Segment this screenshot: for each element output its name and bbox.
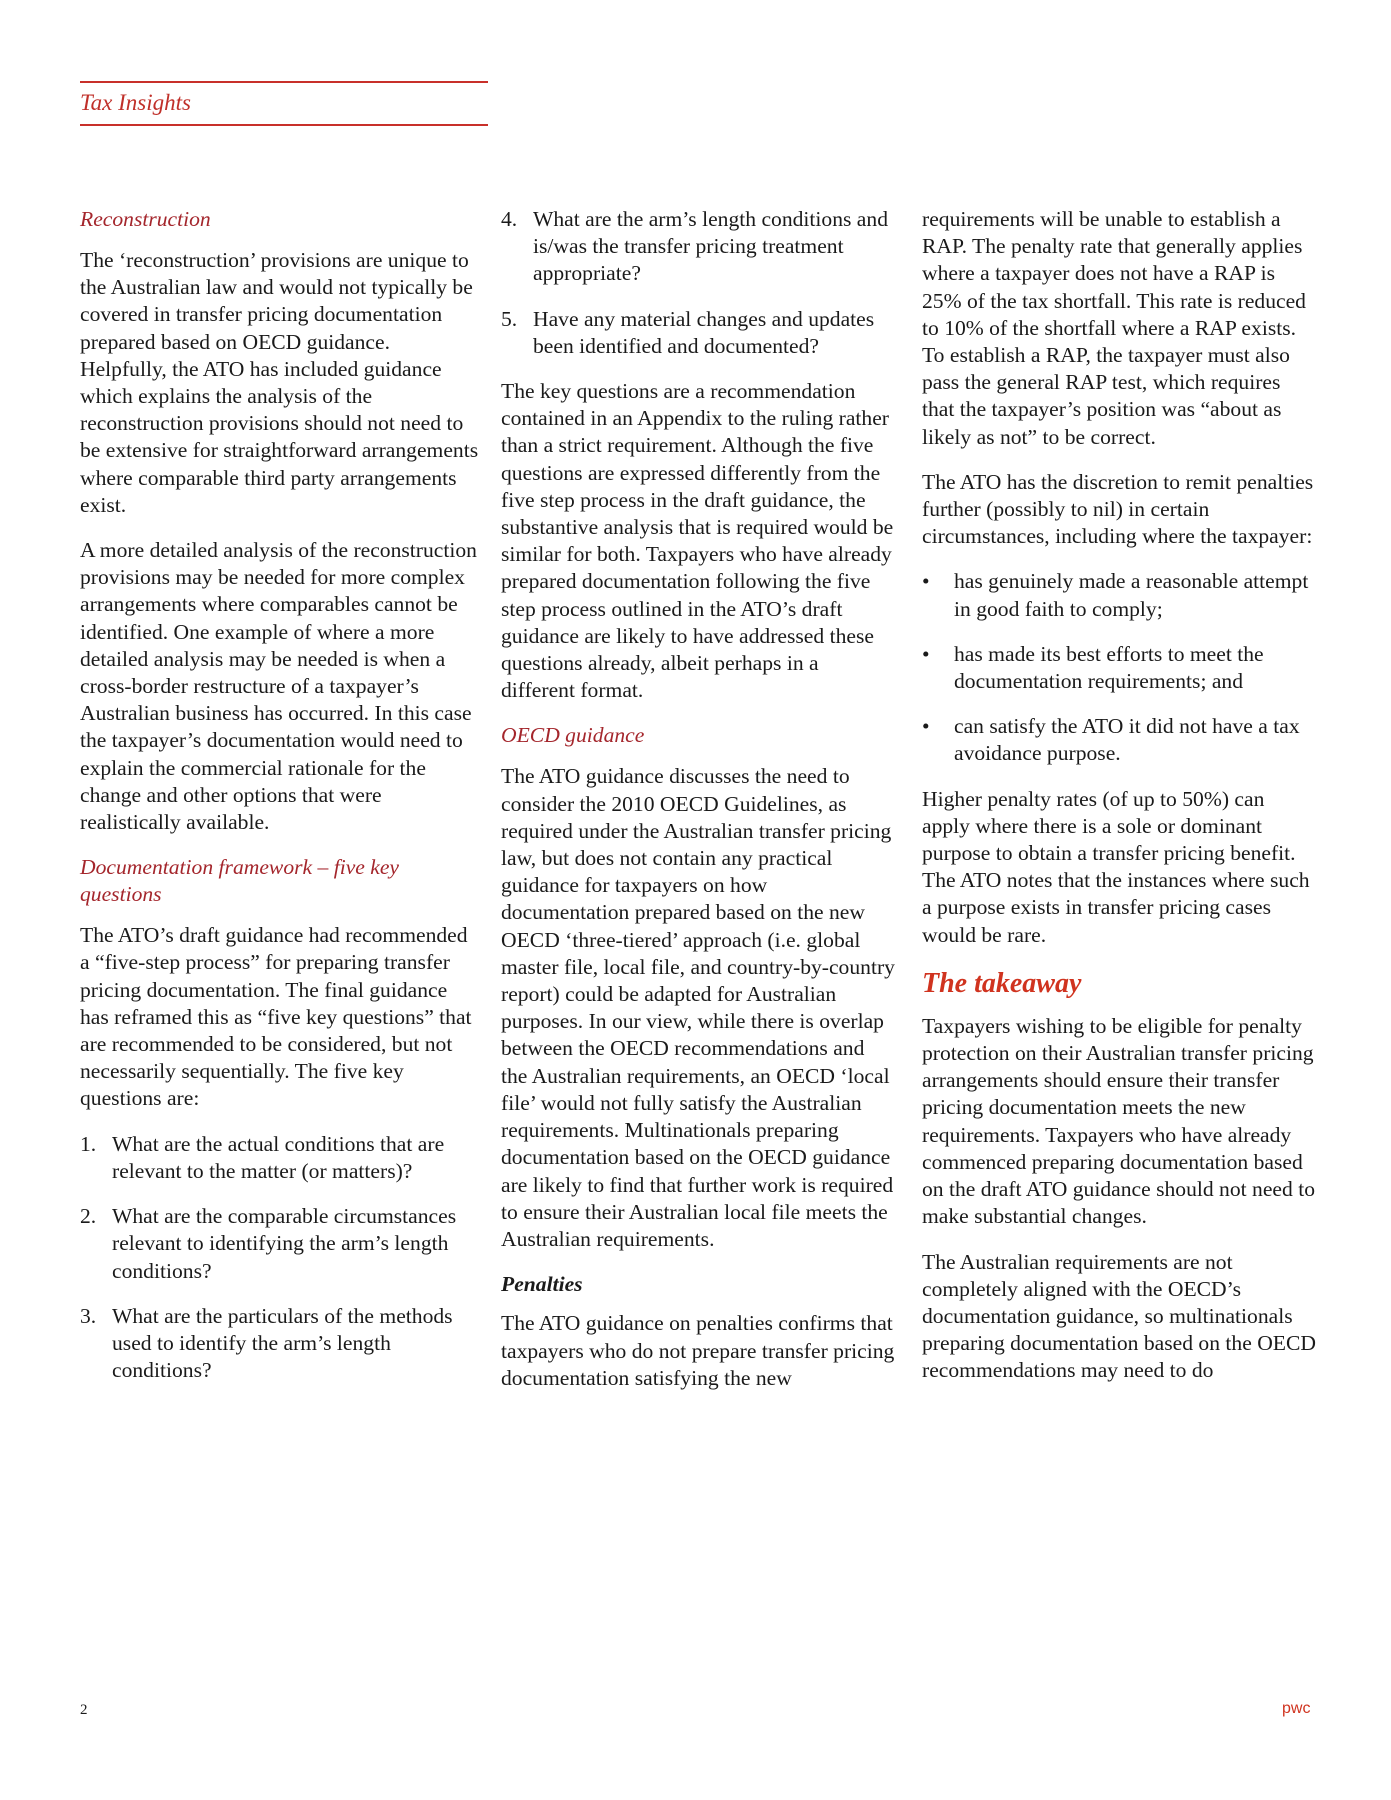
- header-bottom-rule: [80, 124, 488, 126]
- page-header: [80, 81, 488, 126]
- key-questions-list: [80, 1131, 480, 1385]
- paragraph: The key questions are a recommendation contained in an Appendix to the ruling rather than a strict requirement. Although the five questions are expressed differently from the five step process in the draft guidance, the substantive analysis that is required would be similar for both. Taxpayers who have already prepared documentation following the five step process outlined in the ATO’s draft guidance are likely to have addressed these questions already, albeit perhaps in a different format.: [501, 379, 894, 703]
- page-number: 2: [80, 1702, 88, 1718]
- paragraph: requirements will be unable to establish a RAP. The penalty rate that generally applies where a taxpayer does not have a RAP is 25% of the tax shortfall. This rate is reduced to 10% of the shortfall where a RAP exists. To establish a RAP, the taxpayer must also pass the general RAP test, which requires that the taxpayer’s position was “about as likely as not” to be correct.: [922, 207, 1306, 449]
- heading-documentation-framework: Documentation framework – five key questions: [80, 855, 400, 907]
- list-item: [922, 641, 1317, 695]
- heading-reconstruction: Reconstruction: [80, 207, 211, 231]
- paragraph: A more detailed analysis of the reconstruction provisions may be needed for more complex arrangements where comparables cannot be identified. One example of where a more detailed analysis may be needed is when a cross-border restructure of a taxpayer’s Australian business has occurred. In this case the taxpayer’s documentation would need to explain the commercial rationale for the change and other options that were realistically available.: [80, 538, 477, 835]
- bullet-list: [922, 568, 1317, 767]
- list-item: [80, 1303, 480, 1385]
- heading-takeaway: The takeaway: [922, 967, 1082, 999]
- pwc-logo: pwc: [1282, 1700, 1311, 1717]
- list-item: [922, 568, 1317, 622]
- list-item-text: has genuinely made a reasonable attempt in good faith to comply;: [954, 569, 1309, 621]
- list-item: [80, 1203, 480, 1285]
- column-3: [922, 206, 1317, 1403]
- list-item-text: can satisfy the ATO it did not have a tax avoidance purpose.: [954, 714, 1300, 766]
- list-number: 3.: [80, 1303, 97, 1328]
- heading-penalties: Penalties: [501, 1272, 583, 1297]
- list-item-text: Have any material changes and updates been identified and documented?: [533, 306, 875, 358]
- publication-title: Tax Insights: [80, 90, 191, 115]
- paragraph: The ATO’s draft guidance had recommended a “five-step process” for preparing transfer pricing documentation. The final guidance has reframed this as “five key questions” that are recommended to be considered, but not necessarily sequentially. The five key questions are:: [80, 923, 472, 1111]
- bullet-icon: •: [922, 569, 930, 594]
- list-item-text: has made its best efforts to meet the documentation requirements; and: [954, 641, 1264, 694]
- list-item-text: What are the actual conditions that are relevant to the matter (or matters)?: [112, 1131, 445, 1183]
- key-questions-list-continued: [501, 206, 896, 360]
- list-item-text: What are the particulars of the methods used to identify the arm’s length conditions?: [112, 1303, 453, 1383]
- paragraph: The ATO has the discretion to remit penalties further (possibly to nil) in certain circumstances, including where the taxpayer:: [922, 469, 1314, 549]
- list-number: 2.: [80, 1204, 97, 1229]
- heading-oecd-guidance: OECD guidance: [501, 723, 645, 748]
- bullet-icon: •: [922, 714, 930, 739]
- paragraph: Taxpayers wishing to be eligible for penalty protection on their Australian transfer pricing arrangements should ensure their transfer pricing documentation meets the new requirements. Taxpayers who have already commenced preparing documentation based on the draft ATO guidance should not need to make substantial changes.: [922, 1013, 1316, 1229]
- list-item: [922, 713, 1317, 767]
- paragraph: The Australian requirements are not completely aligned with the OECD’s documentation guidance, so multinationals preparing documentation based on the OECD recommendations may need to do: [922, 1249, 1316, 1383]
- paragraph: The ‘reconstruction’ provisions are unique to the Australian law and would not typically be covered in transfer pricing documentation prepared based on OECD guidance. Helpfully, the ATO has included guidance which explains the analysis of the reconstruction provisions should not need to be extensive for straightforward arrangements where comparable third party arrangements exist.: [80, 248, 479, 517]
- list-number: 1.: [80, 1131, 97, 1156]
- list-item: [501, 306, 896, 360]
- list-number: 5.: [501, 306, 518, 331]
- list-item: [501, 206, 896, 288]
- list-item-text: What are the comparable circumstances relevant to identifying the arm’s length conditions?: [112, 1204, 457, 1283]
- list-item-text: What are the arm’s length conditions and is/was the transfer pricing treatment appropriate?: [533, 207, 888, 286]
- paragraph: The ATO guidance on penalties confirms that taxpayers who do not prepare transfer pricing documentation satisfying the new: [501, 1311, 895, 1390]
- column-2: [501, 206, 896, 1410]
- column-1: [80, 206, 480, 1402]
- list-number: 4.: [501, 207, 518, 231]
- paragraph: Higher penalty rates (of up to 50%) can apply where there is a sole or dominant purpose to obtain a transfer pricing benefit. The ATO notes that the instances where such a purpose exists in transfer pricing cases would be rare.: [922, 786, 1310, 947]
- bullet-icon: •: [922, 641, 930, 666]
- list-item: [80, 1131, 480, 1185]
- paragraph: The ATO guidance discusses the need to consider the 2010 OECD Guidelines, as required under the Australian transfer pricing law, but does not contain any practical guidance for taxpayers on how documentation prepared based on the new OECD ‘three-tiered’ approach (i.e. global master file, local file, and country-by-country report) could be adapted for Australian purposes. In our view, while there is overlap between the OECD recommendations and the Australian requirements, an OECD ‘local file’ would not fully satisfy the Australian requirements. Multinationals preparing documentation based on the OECD guidance are likely to find that further work is required to ensure their Australian local file meets the Australian requirements.: [501, 764, 895, 1251]
